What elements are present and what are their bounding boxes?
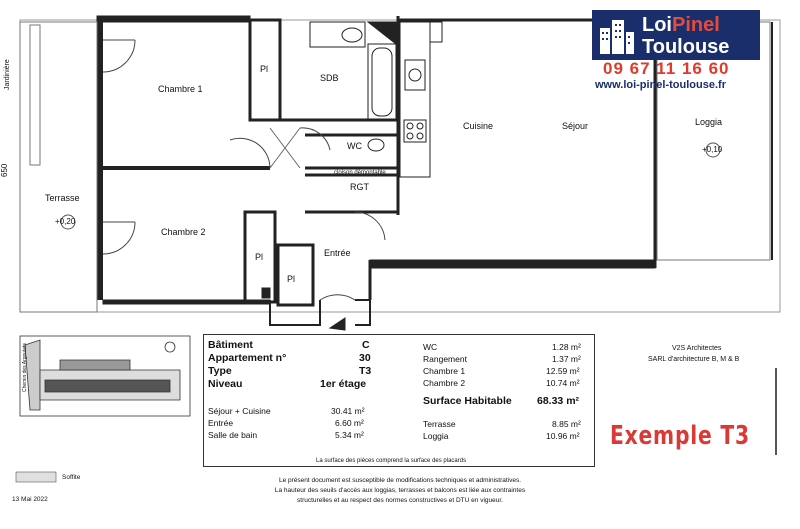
entree-label: Entrée: [208, 418, 234, 428]
ch2-value: 10.74 m²: [546, 378, 580, 388]
room-chambre2: Chambre 2: [161, 227, 206, 237]
room-pl1: Pl: [260, 64, 269, 74]
rangement-label: Rangement: [423, 354, 467, 364]
sejour-value: 30.41 m²: [331, 406, 365, 416]
footer-line2: La hauteur des seuils d'accès aux loggias, terrasses et balcons est liée aux contraintes: [274, 487, 526, 494]
room-wc: WC: [347, 141, 362, 151]
room-loggia: Loggia: [695, 117, 723, 127]
apartment-info-table: [203, 334, 595, 467]
room-terrasse: Terrasse: [45, 193, 80, 203]
rangement-value: 1.37 m²: [552, 354, 581, 364]
dimension-label: 650: [0, 163, 9, 177]
entree-value: 6.60 m²: [335, 418, 364, 428]
logo-line2: Toulouse: [642, 36, 730, 58]
building-icon: [598, 18, 636, 54]
niveau-label: Niveau: [208, 378, 243, 390]
surface-note: La surface des pièces comprend la surface des placards: [316, 458, 467, 464]
sejour-label: Séjour + Cuisine: [208, 406, 271, 416]
loggia-value: 10.96 m²: [546, 431, 580, 441]
room-jardiniere: Jardinière: [4, 59, 11, 90]
room-rgt: RGT: [350, 182, 369, 192]
architect-name: V2S Architectes: [672, 345, 722, 352]
sdb-label: Salle de bain: [208, 430, 258, 440]
batiment-value: C: [362, 339, 370, 351]
terrasse-value: 8.85 m²: [552, 419, 581, 429]
architect-company: SARL d'architecture B, M & B: [648, 356, 740, 363]
room-cuisine: Cuisine: [463, 121, 494, 131]
brand-logo[interactable]: [592, 10, 760, 60]
website-link[interactable]: www.loi-pinel-toulouse.fr: [595, 79, 726, 91]
sdb-value: 5.34 m²: [335, 430, 364, 440]
legend-soffite: Soffite: [62, 474, 81, 481]
batiment-label: Bâtiment: [208, 339, 253, 351]
terrasse-label: Terrasse: [423, 419, 456, 429]
ch2-label: Chambre 2: [423, 378, 466, 388]
surface-value: 68.33 m²: [537, 395, 580, 407]
legend-date: 13 Mai 2022: [12, 496, 48, 503]
room-pl3: Pl: [287, 274, 296, 284]
room-chambre1: Chambre 1: [158, 84, 203, 94]
logo-line1: LoiPinel: [642, 14, 720, 36]
room-entree: Entrée: [324, 248, 351, 258]
type-label: Type: [208, 365, 232, 377]
loggia-level: +0,10: [702, 145, 723, 154]
minimap-street: Chemin des Argoulets: [22, 343, 28, 392]
room-sejour: Séjour: [562, 121, 589, 131]
surface-label: Surface Habitable: [423, 395, 512, 407]
room-pl2: Pl: [255, 252, 264, 262]
soffite-swatch: [16, 472, 56, 482]
wall-top-left: [97, 16, 250, 22]
room-cloison: cloison démontable: [334, 170, 386, 176]
ch1-value: 12.59 m²: [546, 366, 580, 376]
phone-number[interactable]: 09 67 11 16 60: [603, 59, 730, 78]
ch1-label: Chambre 1: [423, 366, 466, 376]
appartement-label: Appartement n°: [208, 352, 287, 364]
type-value: T3: [359, 365, 372, 377]
loggia-label: Loggia: [423, 431, 449, 441]
wc-value: 1.28 m²: [552, 342, 581, 352]
site-minimap: [20, 336, 190, 416]
niveau-value: 1er étage: [320, 378, 367, 390]
terrasse-level: +0,20: [55, 217, 76, 226]
appartement-value: 30: [359, 352, 371, 364]
room-sdb: SDB: [320, 73, 339, 83]
footer-line1: Le présent document est susceptible de modifications techniques et administratives.: [278, 477, 522, 484]
wc-label: WC: [423, 342, 438, 352]
footer-line3: structurelles et au respect des normes constructives et DTU en vigueur.: [297, 497, 503, 504]
example-stamp: Exemple T3: [610, 421, 750, 451]
